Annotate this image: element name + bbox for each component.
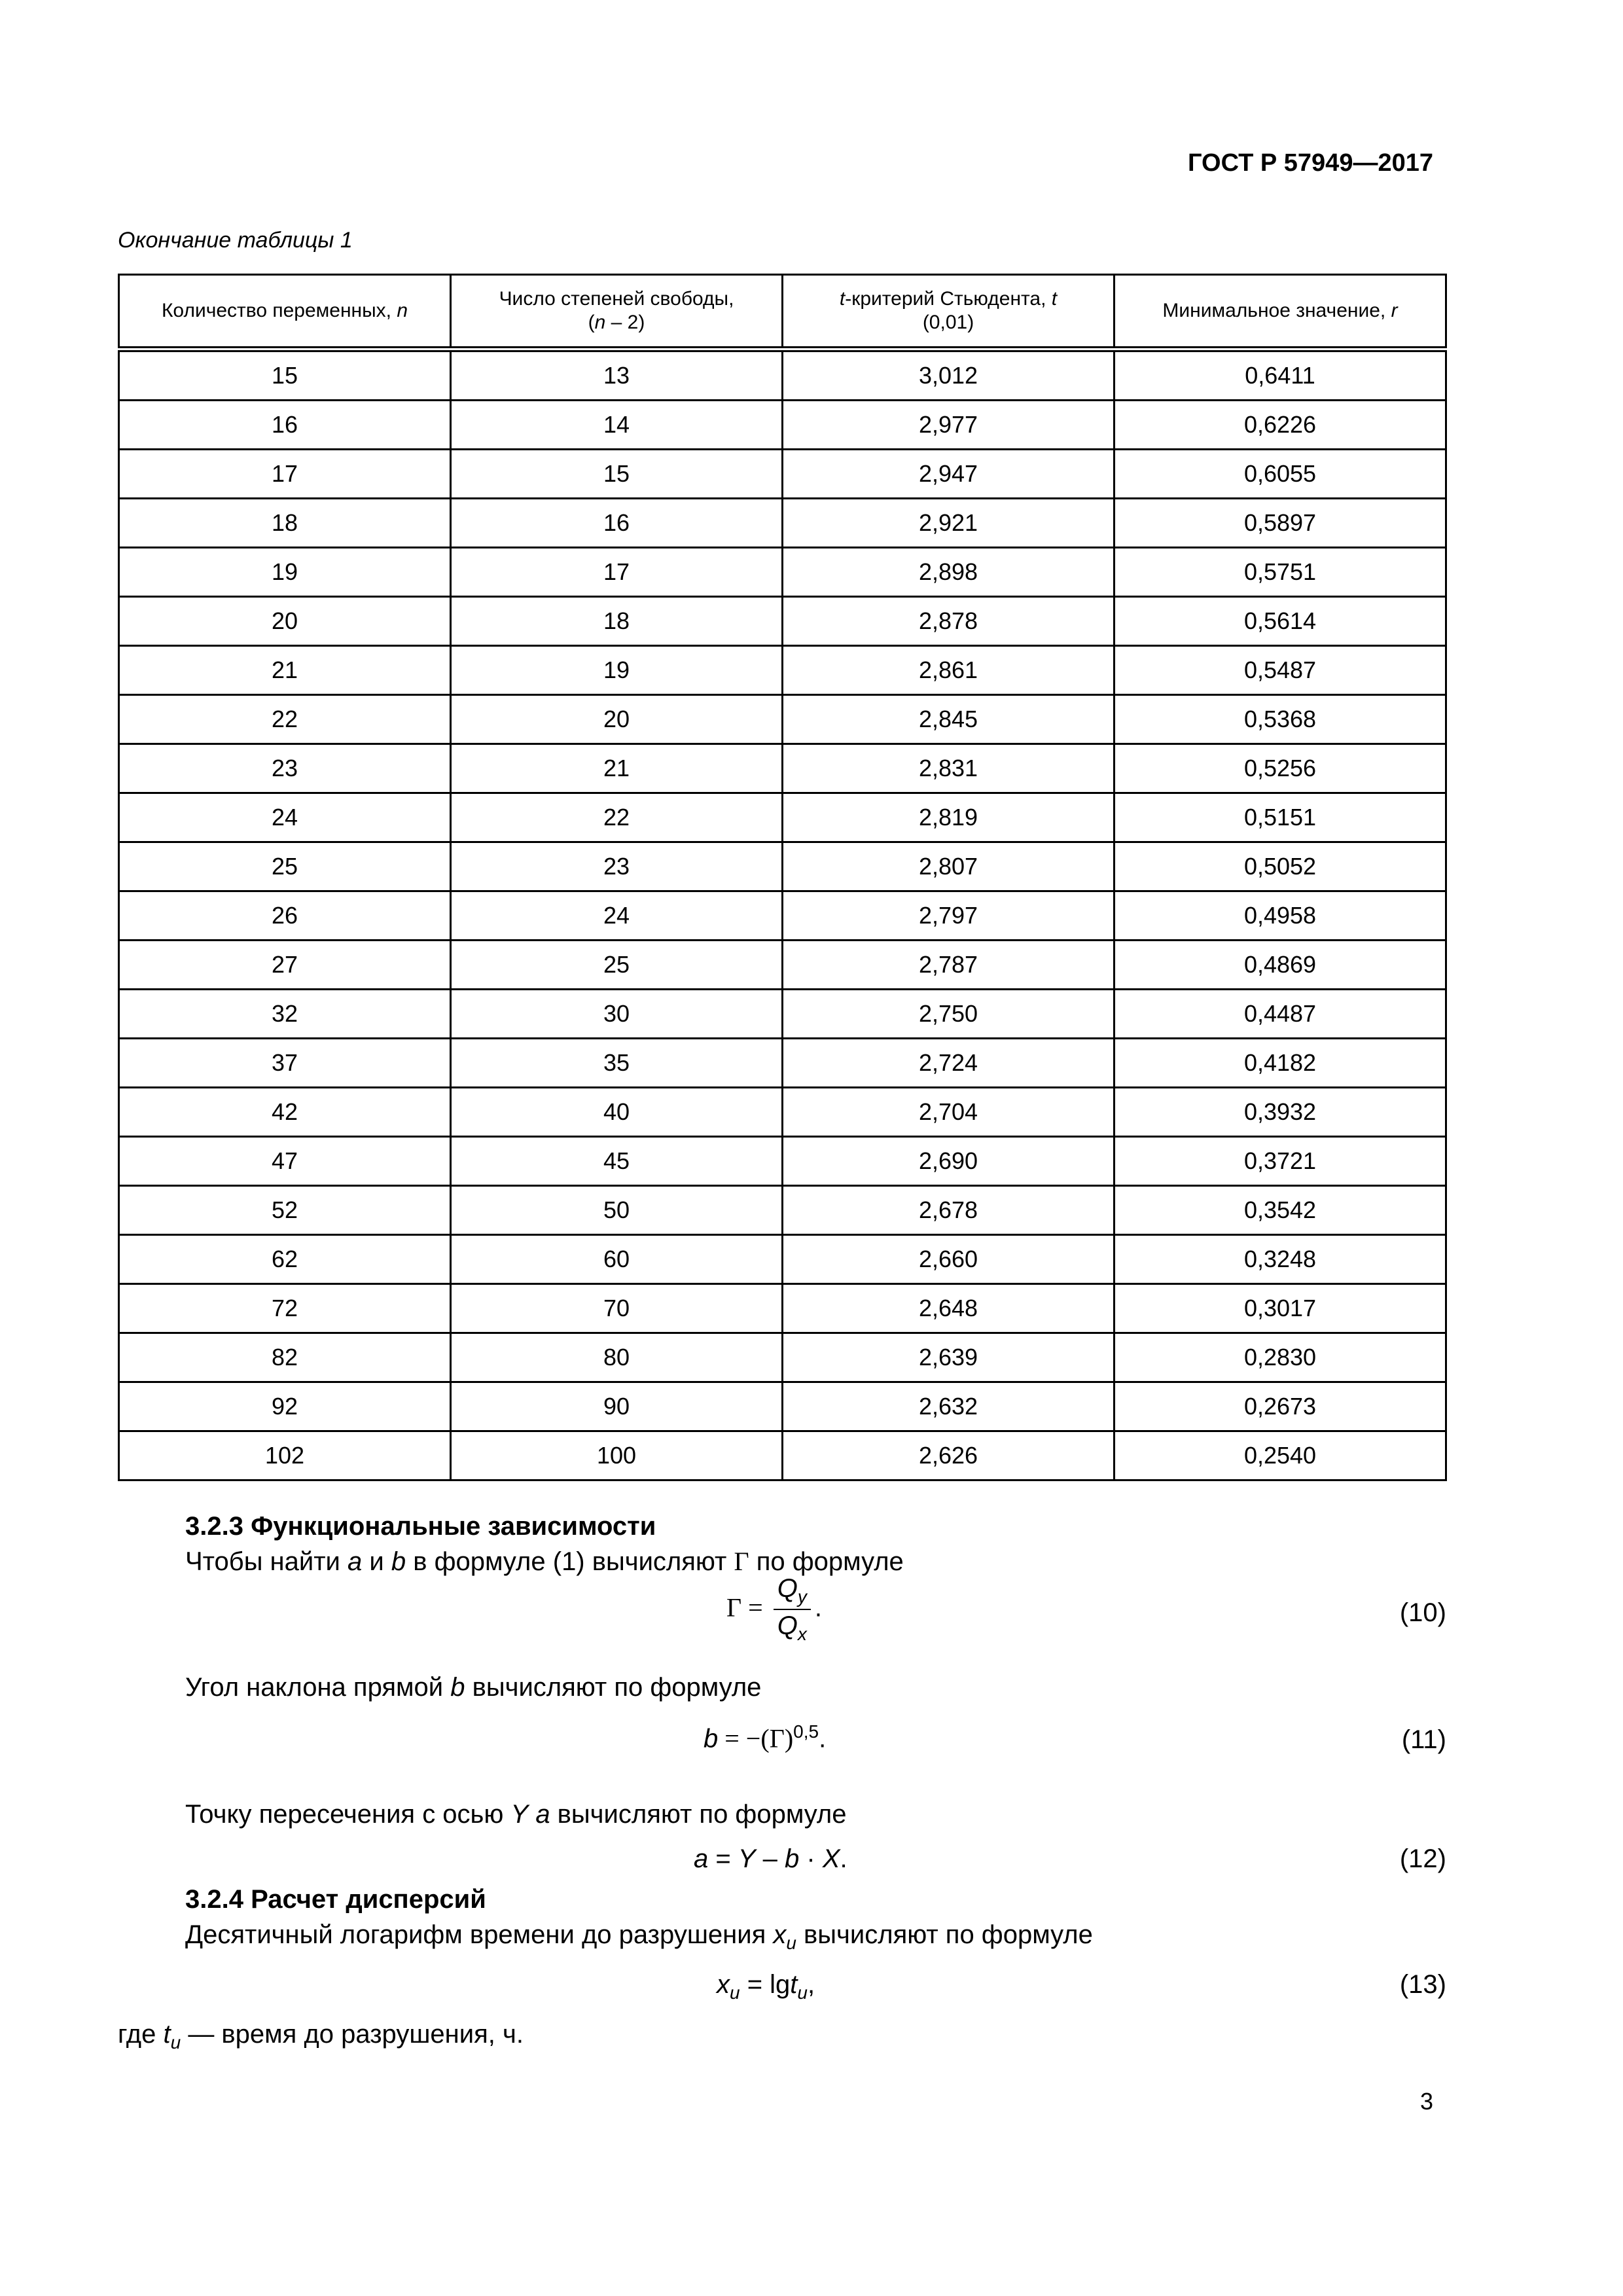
section-323-heading: 3.2.3 Функциональные зависимости: [185, 1512, 656, 1541]
section-323-intro: Чтобы найти a и b в формуле (1) вычисляют Γ по формуле: [185, 1547, 904, 1576]
cell-min-value: 0,5256: [1115, 744, 1446, 793]
formula-12: a = Y – b · X.: [694, 1844, 847, 1873]
cell-min-value: 0,4869: [1115, 941, 1446, 990]
cell-degrees-of-freedom: 24: [451, 891, 783, 941]
cell-degrees-of-freedom: 45: [451, 1137, 783, 1186]
cell-variables-count: 15: [119, 350, 451, 401]
table-body: [119, 350, 1446, 1480]
formula-12-number: (12): [1399, 1844, 1446, 1873]
cell-variables-count: 92: [119, 1382, 451, 1431]
cell-min-value: 0,5487: [1115, 646, 1446, 695]
formula-11-number: (11): [1401, 1725, 1446, 1754]
cell-degrees-of-freedom: 21: [451, 744, 783, 793]
cell-variables-count: 27: [119, 941, 451, 990]
table-row: [119, 1333, 1446, 1382]
cell-student-t: 2,660: [783, 1235, 1115, 1284]
cell-student-t: 2,977: [783, 401, 1115, 450]
table-row: [119, 990, 1446, 1039]
cell-student-t: 2,626: [783, 1431, 1115, 1480]
cell-variables-count: 62: [119, 1235, 451, 1284]
cell-student-t: 2,724: [783, 1039, 1115, 1088]
cell-degrees-of-freedom: 70: [451, 1284, 783, 1333]
cell-min-value: 0,3932: [1115, 1088, 1446, 1137]
cell-degrees-of-freedom: 25: [451, 941, 783, 990]
cell-student-t: 2,750: [783, 990, 1115, 1039]
cell-min-value: 0,6226: [1115, 401, 1446, 450]
cell-student-t: 2,787: [783, 941, 1115, 990]
cell-student-t: 2,648: [783, 1284, 1115, 1333]
where-clause: где $t_u$ — время до разрушения, ч.: [118, 2020, 524, 2053]
cell-variables-count: 20: [119, 597, 451, 646]
cell-student-t: 2,797: [783, 891, 1115, 941]
cell-variables-count: 72: [119, 1284, 451, 1333]
table-row: [119, 793, 1446, 842]
cell-student-t: 2,845: [783, 695, 1115, 744]
cell-variables-count: 25: [119, 842, 451, 891]
cell-student-t: 2,678: [783, 1186, 1115, 1235]
cell-student-t: 2,704: [783, 1088, 1115, 1137]
cell-student-t: 3,012: [783, 350, 1115, 401]
table-row: [119, 941, 1446, 990]
cell-min-value: 0,5052: [1115, 842, 1446, 891]
cell-degrees-of-freedom: 15: [451, 450, 783, 499]
table-row: [119, 499, 1446, 548]
cell-degrees-of-freedom: 40: [451, 1088, 783, 1137]
formula-11: $b = -(\Gamma)^{0,5}$.: [704, 1721, 827, 1753]
cell-student-t: 2,947: [783, 450, 1115, 499]
cell-degrees-of-freedom: 17: [451, 548, 783, 597]
cell-min-value: 0,2830: [1115, 1333, 1446, 1382]
table-row: [119, 548, 1446, 597]
cell-variables-count: 22: [119, 695, 451, 744]
cell-min-value: 0,4958: [1115, 891, 1446, 941]
cell-student-t: 2,690: [783, 1137, 1115, 1186]
table-row: [119, 842, 1446, 891]
cell-student-t: 2,819: [783, 793, 1115, 842]
cell-variables-count: 24: [119, 793, 451, 842]
cell-min-value: 0,3721: [1115, 1137, 1446, 1186]
cell-student-t: 2,807: [783, 842, 1115, 891]
cell-degrees-of-freedom: 22: [451, 793, 783, 842]
table-row: [119, 597, 1446, 646]
cell-min-value: 0,6411: [1115, 350, 1446, 401]
formula-10-number: (10): [1399, 1598, 1446, 1627]
table-row: [119, 1137, 1446, 1186]
cell-degrees-of-freedom: 13: [451, 350, 783, 401]
cell-variables-count: 47: [119, 1137, 451, 1186]
cell-degrees-of-freedom: 20: [451, 695, 783, 744]
header-variables-count: Количество переменных, n: [119, 275, 451, 350]
table-row: [119, 695, 1446, 744]
table-caption: Окончание таблицы 1: [118, 228, 353, 253]
table-row: [119, 891, 1446, 941]
cell-min-value: 0,5614: [1115, 597, 1446, 646]
cell-degrees-of-freedom: 18: [451, 597, 783, 646]
text-slope: Угол наклона прямой b вычисляют по формуле: [185, 1673, 762, 1702]
cell-min-value: 0,5151: [1115, 793, 1446, 842]
cell-student-t: 2,632: [783, 1382, 1115, 1431]
table-row: [119, 401, 1446, 450]
formula-10: Γ = $\frac{Q_y}{Q_x}$ .: [726, 1574, 822, 1644]
cell-student-t: 2,878: [783, 597, 1115, 646]
table-row: [119, 1382, 1446, 1431]
cell-variables-count: 42: [119, 1088, 451, 1137]
table-row: [119, 646, 1446, 695]
cell-min-value: 0,3542: [1115, 1186, 1446, 1235]
data-table: [118, 274, 1447, 1481]
page-number: 3: [1419, 2088, 1433, 2115]
cell-variables-count: 37: [119, 1039, 451, 1088]
cell-degrees-of-freedom: 35: [451, 1039, 783, 1088]
cell-min-value: 0,2540: [1115, 1431, 1446, 1480]
table-row: [119, 1039, 1446, 1088]
formula-13-number: (13): [1399, 1970, 1446, 1999]
cell-student-t: 2,639: [783, 1333, 1115, 1382]
section-324-intro: Десятичный логарифм времени до разрушения $x_u$ вычисляют по формуле: [185, 1920, 1093, 1953]
cell-min-value: 0,5897: [1115, 499, 1446, 548]
cell-variables-count: 16: [119, 401, 451, 450]
cell-degrees-of-freedom: 30: [451, 990, 783, 1039]
cell-degrees-of-freedom: 23: [451, 842, 783, 891]
cell-student-t: 2,831: [783, 744, 1115, 793]
table-row: [119, 1235, 1446, 1284]
cell-student-t: 2,921: [783, 499, 1115, 548]
cell-variables-count: 82: [119, 1333, 451, 1382]
document-code: ГОСТ Р 57949—2017: [1188, 149, 1433, 177]
cell-student-t: 2,898: [783, 548, 1115, 597]
header-student-t: t-критерий Стьюдента, t (0,01): [783, 275, 1115, 350]
cell-degrees-of-freedom: 80: [451, 1333, 783, 1382]
cell-min-value: 0,4487: [1115, 990, 1446, 1039]
table-header-row: [119, 275, 1446, 350]
cell-variables-count: 26: [119, 891, 451, 941]
cell-variables-count: 21: [119, 646, 451, 695]
cell-variables-count: 18: [119, 499, 451, 548]
cell-variables-count: 17: [119, 450, 451, 499]
cell-degrees-of-freedom: 100: [451, 1431, 783, 1480]
cell-min-value: 0,3017: [1115, 1284, 1446, 1333]
table-row: [119, 1431, 1446, 1480]
cell-min-value: 0,4182: [1115, 1039, 1446, 1088]
cell-min-value: 0,5368: [1115, 695, 1446, 744]
cell-min-value: 0,5751: [1115, 548, 1446, 597]
table-row: [119, 744, 1446, 793]
cell-min-value: 0,6055: [1115, 450, 1446, 499]
section-324-heading: 3.2.4 Расчет дисперсий: [185, 1885, 486, 1914]
text-intercept: Точку пересечения с осью Y a вычисляют по формуле: [185, 1800, 847, 1829]
cell-variables-count: 32: [119, 990, 451, 1039]
cell-variables-count: 23: [119, 744, 451, 793]
table-row: [119, 450, 1446, 499]
cell-degrees-of-freedom: 19: [451, 646, 783, 695]
header-min-value: Минимальное значение, r: [1115, 275, 1446, 350]
cell-variables-count: 19: [119, 548, 451, 597]
table-row: [119, 1088, 1446, 1137]
cell-variables-count: 52: [119, 1186, 451, 1235]
header-degrees-of-freedom: Число степеней свободы, (n – 2): [451, 275, 783, 350]
table-row: [119, 1284, 1446, 1333]
cell-degrees-of-freedom: 50: [451, 1186, 783, 1235]
table-row: [119, 1186, 1446, 1235]
cell-degrees-of-freedom: 90: [451, 1382, 783, 1431]
cell-min-value: 0,3248: [1115, 1235, 1446, 1284]
cell-degrees-of-freedom: 16: [451, 499, 783, 548]
cell-degrees-of-freedom: 60: [451, 1235, 783, 1284]
formula-13: $x_u = \lg t_u$,: [717, 1970, 815, 2003]
table-row: [119, 350, 1446, 401]
cell-variables-count: 102: [119, 1431, 451, 1480]
cell-degrees-of-freedom: 14: [451, 401, 783, 450]
cell-student-t: 2,861: [783, 646, 1115, 695]
cell-min-value: 0,2673: [1115, 1382, 1446, 1431]
